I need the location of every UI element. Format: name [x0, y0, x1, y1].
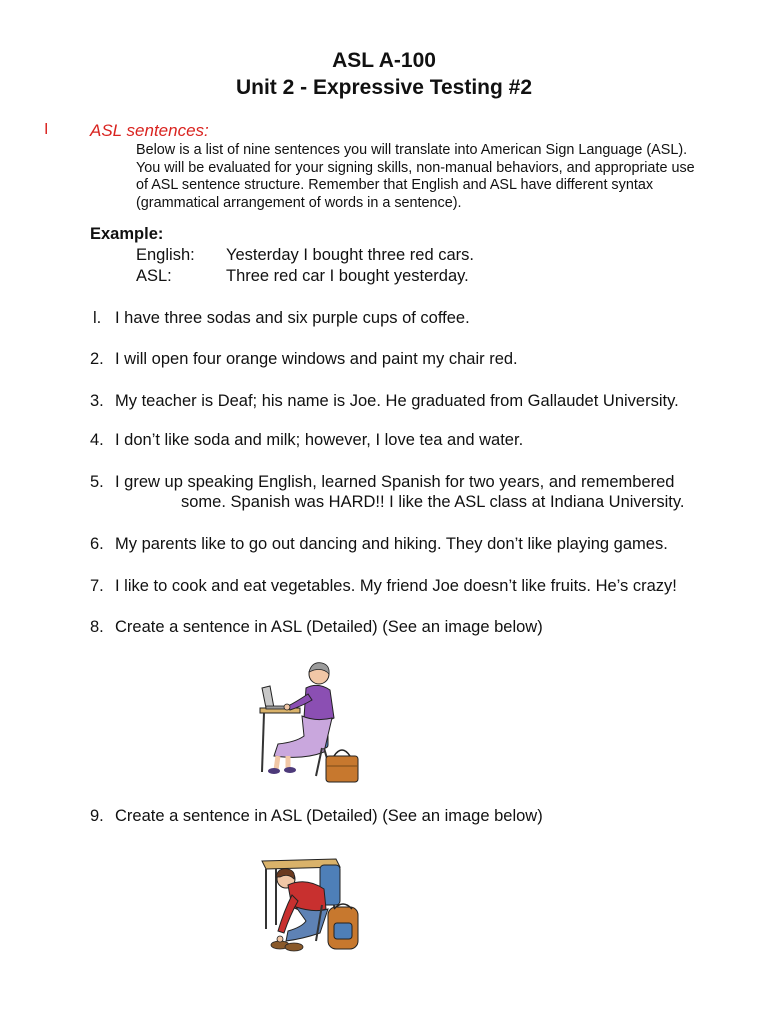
- example-asl-label: ASL:: [136, 267, 172, 285]
- sentence-text: Create a sentence in ASL (Detailed) (See an image below): [115, 807, 543, 825]
- sentence-text: I will open four orange windows and paint my chair red.: [115, 350, 518, 368]
- person-under-desk-illustration: [258, 855, 370, 965]
- sentence-number: 2.: [90, 350, 104, 368]
- example-heading: Example:: [90, 225, 164, 243]
- sentence-text: My teacher is Deaf; his name is Joe. He graduated from Gallaudet University.: [115, 392, 679, 410]
- example-english-text: Yesterday I bought three red cars.: [226, 246, 474, 264]
- sentence-text: Create a sentence in ASL (Detailed) (See an image below): [115, 618, 543, 636]
- woman-laptop-illustration: [252, 660, 364, 788]
- sentence-text: I like to cook and eat vegetables. My friend Joe doesn’t like fruits. He’s crazy!: [115, 577, 677, 595]
- section-title: ASL sentences:: [90, 121, 209, 140]
- sentence-number: 6.: [90, 535, 104, 553]
- sentence-number: l.: [93, 309, 102, 327]
- sentence-text: I have three sodas and six purple cups of coffee.: [115, 309, 470, 327]
- intro-line: You will be evaluated for your signing skills, non-manual behaviors, and appropriate use: [136, 159, 695, 176]
- example-english-label: English:: [136, 246, 195, 264]
- example-asl-text: Three red car I bought yesterday.: [226, 267, 469, 285]
- sentence-number: 8.: [90, 618, 104, 636]
- sentence-continuation: some. Spanish was HARD!! I like the ASL class at Indiana University.: [181, 493, 685, 511]
- intro-paragraph: [136, 142, 736, 212]
- intro-line: (grammatical arrangement of words in a sentence).: [136, 194, 462, 211]
- sentence-text: My parents like to go out dancing and hiking. They don’t like playing games.: [115, 535, 668, 553]
- sentence-number: 7.: [90, 577, 104, 595]
- sentence-text: I don’t like soda and milk; however, I love tea and water.: [115, 431, 524, 449]
- section-number: I: [44, 121, 49, 138]
- sentence-number: 3.: [90, 392, 104, 410]
- sentence-text: I grew up speaking English, learned Spanish for two years, and remembered: [115, 473, 675, 491]
- course-title: ASL A-100: [332, 49, 436, 72]
- unit-title: Unit 2 - Expressive Testing #2: [235, 76, 533, 99]
- intro-line: Below is a list of nine sentences you will translate into American Sign Language (ASL).: [136, 142, 688, 158]
- sentence-number: 5.: [90, 473, 104, 491]
- intro-line: of ASL sentence structure. Remember that English and ASL have different syntax: [136, 177, 654, 194]
- sentence-number: 4.: [90, 431, 104, 449]
- sentence-number: 9.: [90, 807, 104, 825]
